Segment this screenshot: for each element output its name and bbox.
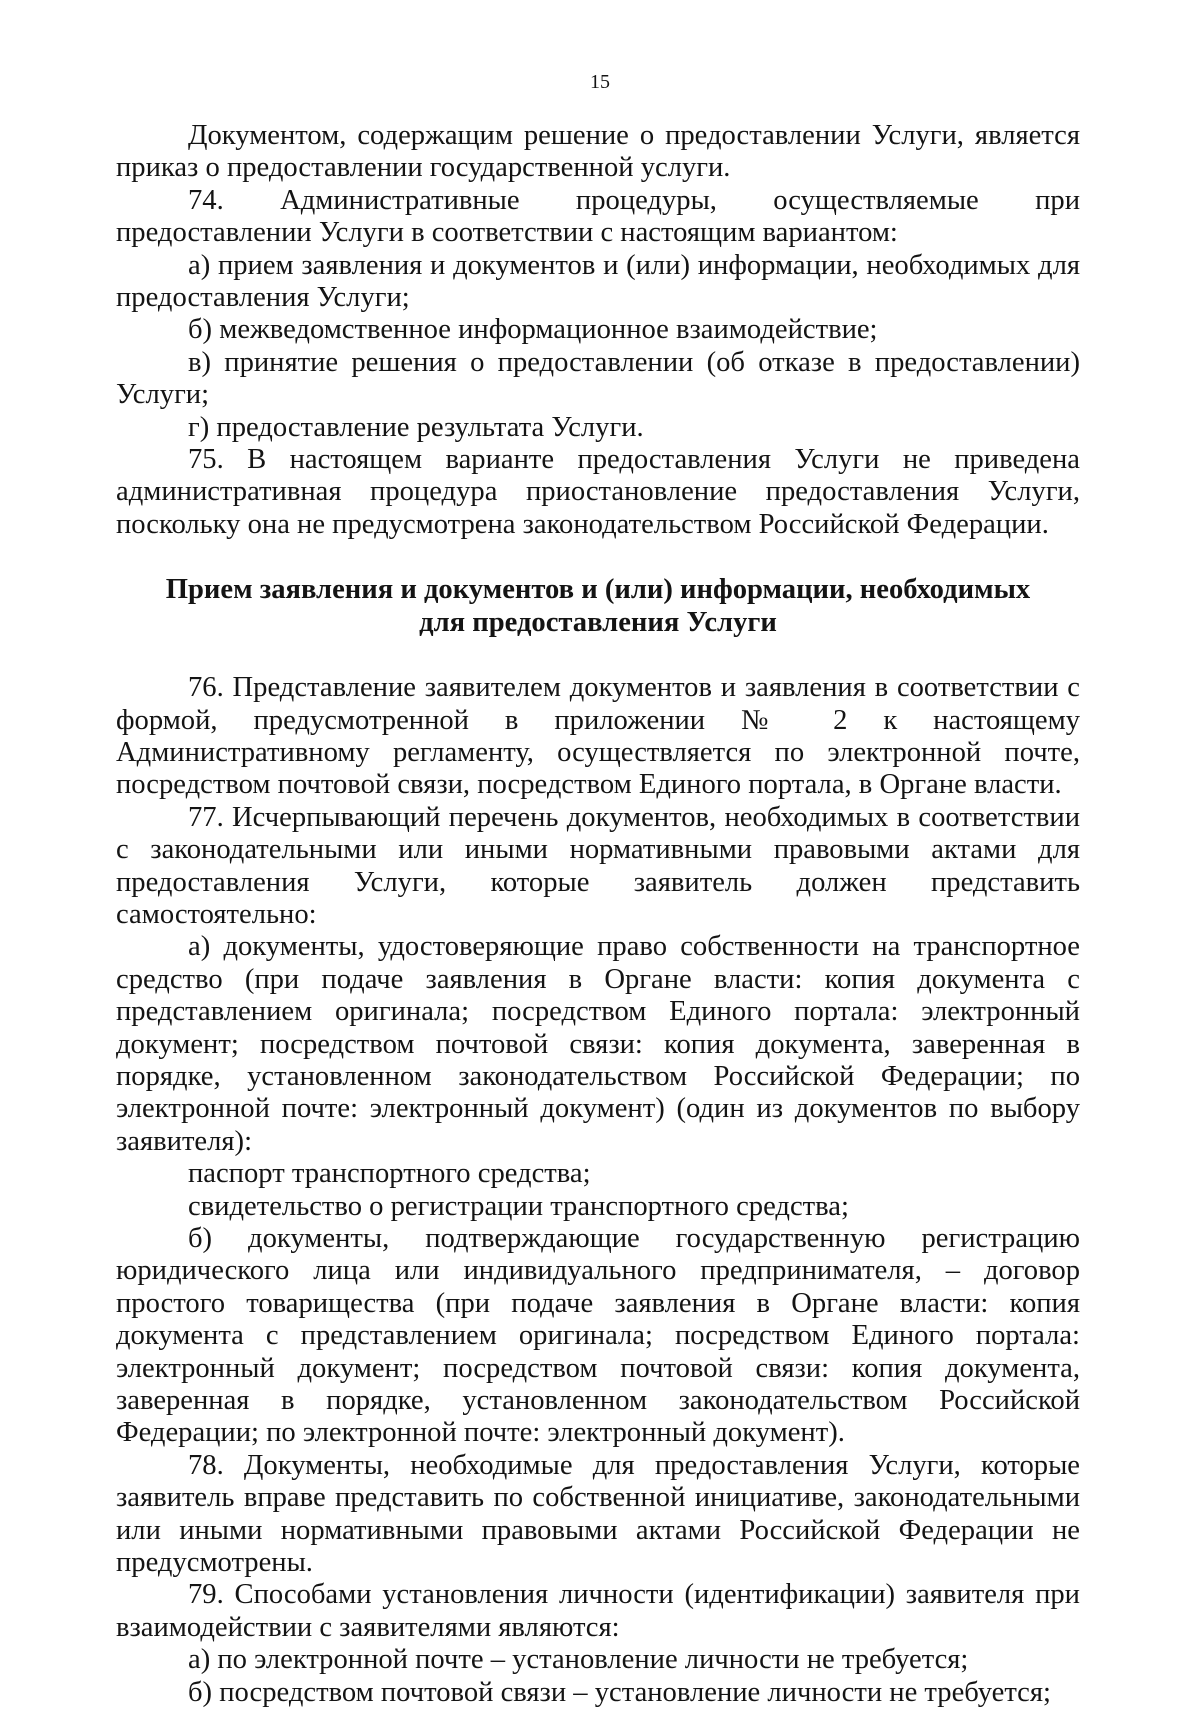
paragraph-74: 74. Административные процедуры, осуществляемые при предоставлении Услуги в соответствии с настоящим вариантом: — [116, 184, 1080, 249]
paragraph-77-b: б) документы, подтверждающие государственную регистрацию юридического лица или индивидуального предпринимателя, – договор простого товарищества (при подаче заявления в Органе власти: копия документа с представлением оригинала; посредством Единого портала: электронный документ; посредством почтовой связи: копия документа, заверенная в порядке, установленном законодательством Российской Федерации; по электронной почте: электронный документ). — [116, 1223, 1080, 1449]
paragraph-77: 77. Исчерпывающий перечень документов, необходимых в соответствии с законодательными или иными нормативными правовыми актами для предоставления Услуги, которые заявитель должен представить самостоятельно: — [116, 801, 1080, 930]
paragraph-decision-document: Документом, содержащим решение о предоставлении Услуги, является приказ о предоставлении государственной услуги. — [116, 120, 1080, 184]
paragraph-79-a: а) по электронной почте – установление личности не требуется; — [188, 1644, 969, 1676]
section-heading: Прием заявления и документов и (или) информации, необходимых для предоставления Услуги — [165, 574, 1031, 638]
paragraph-79: 79. Способами установления личности (идентификации) заявителя при взаимодействии с заявителями являются: — [116, 1579, 1080, 1643]
paragraph-74-a: а) прием заявления и документов и (или) информации, необходимых для предоставления Услуги; — [116, 249, 1080, 314]
paragraph-76: 76. Представление заявителем документов и заявления в соответствии с формой, предусмотренной в приложении № 2 к настоящему Административному регламенту, осуществляется по электронной почте, посредством почтовой связи, посредством Единого портала, в Органе власти. — [116, 672, 1080, 801]
paragraph-77-a: а) документы, удостоверяющие право собственности на транспортное средство (при подаче заявления в Органе власти: копия документа с представлением оригинала; посредством Единого портала: электронный документ; посредством почтовой связи: копия документа, заверенная в порядке, установленном законодательством Российской Федерации; по электронной почте: электронный документ) (один из документов по выбору заявителя): — [116, 931, 1080, 1157]
section-administrative-procedures — [116, 120, 1080, 541]
paragraph-75: 75. В настоящем варианте предоставления Услуги не приведена административная процедура приостановление предоставления Услуги, поскольку она не предусмотрена законодательством Российской Федерации. — [116, 444, 1080, 540]
paragraph-79-b: б) посредством почтовой связи – установление личности не требуется; — [188, 1676, 1051, 1708]
page-number: 15 — [590, 71, 610, 93]
paragraph-74-v: в) принятие решения о предоставлении (об отказе в предоставлении) Услуги; — [116, 346, 1080, 411]
list-item-vehicle-passport: паспорт транспортного средства; — [188, 1158, 591, 1190]
document-body — [116, 0, 1080, 1709]
paragraph-78: 78. Документы, необходимые для предоставления Услуги, которые заявитель вправе представить по собственной инициативе, законодательными или иными нормативными правовыми актами Российской Федерации не предусмотрены. — [116, 1449, 1080, 1579]
list-item-registration-certificate: свидетельство о регистрации транспортного средства; — [188, 1190, 849, 1222]
paragraph-74-g: г) предоставление результата Услуги. — [188, 411, 644, 443]
section-application-reception — [116, 672, 1080, 1709]
paragraph-74-b: б) межведомственное информационное взаимодействие; — [188, 314, 878, 346]
